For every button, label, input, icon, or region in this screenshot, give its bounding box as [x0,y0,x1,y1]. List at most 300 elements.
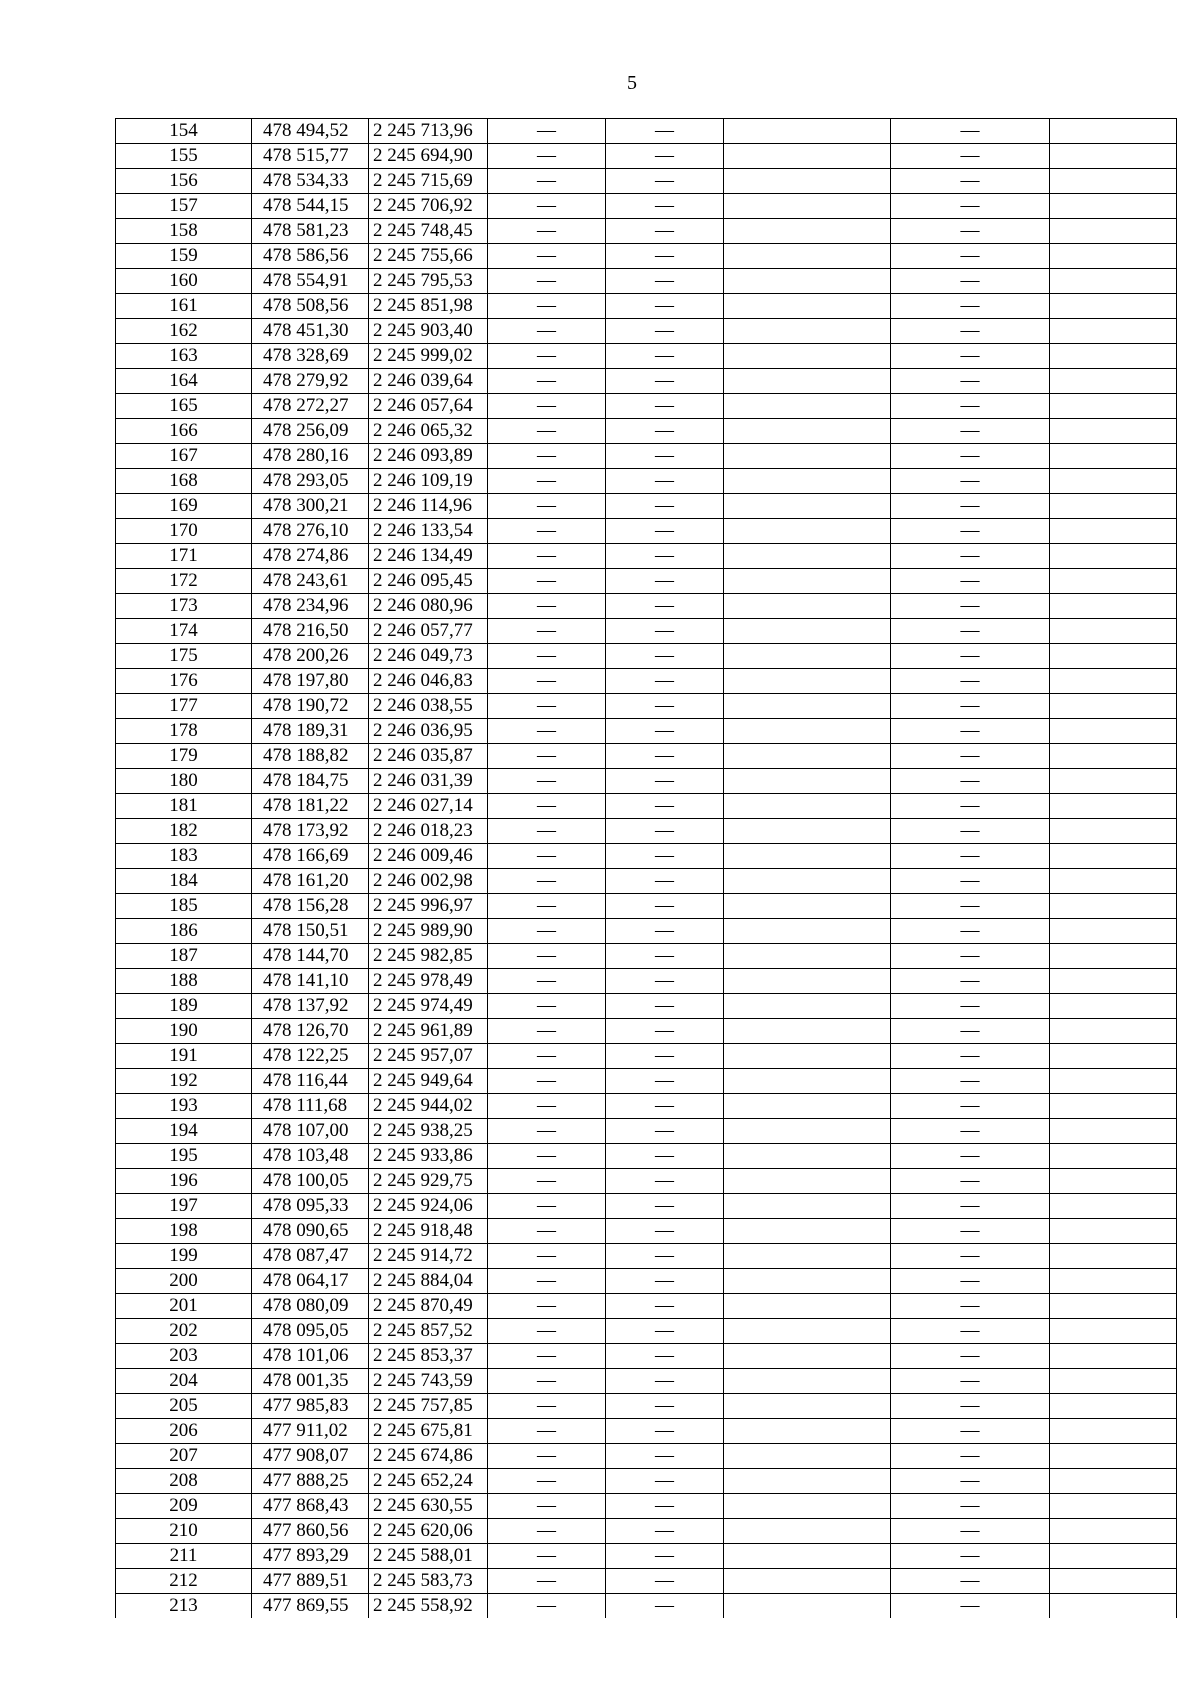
table-row [116,569,1177,594]
dash-cell: — [891,969,1050,994]
empty-cell [1050,1069,1177,1094]
empty-cell [1050,1494,1177,1519]
dash-cell: — [488,1369,606,1394]
empty-cell [724,319,891,344]
dash-cell: — [891,1419,1050,1444]
dash-cell: — [606,1469,724,1494]
point-number-cell: 202 [116,1319,252,1344]
dash-cell: — [606,419,724,444]
y-coordinate-cell: 2 246 038,55 [369,694,488,719]
dash-cell: — [606,319,724,344]
dash-cell: — [606,969,724,994]
empty-cell [1050,894,1177,919]
table-row [116,369,1177,394]
dash-cell: — [488,194,606,219]
table-row [116,844,1177,869]
empty-cell [1050,419,1177,444]
table-row [116,1219,1177,1244]
table-row [116,169,1177,194]
dash-cell: — [891,1444,1050,1469]
x-coordinate-cell: 478 243,61 [252,569,369,594]
dash-cell: — [891,644,1050,669]
empty-cell [724,1319,891,1344]
empty-cell [724,1194,891,1219]
empty-cell [1050,1319,1177,1344]
table-row [116,1244,1177,1269]
dash-cell: — [488,619,606,644]
point-number-cell: 174 [116,619,252,644]
table-row [116,194,1177,219]
dash-cell: — [891,1119,1050,1144]
dash-cell: — [891,1244,1050,1269]
point-number-cell: 190 [116,1019,252,1044]
x-coordinate-cell: 478 116,44 [252,1069,369,1094]
empty-cell [1050,1194,1177,1219]
point-number-cell: 198 [116,1219,252,1244]
dash-cell: — [606,994,724,1019]
dash-cell: — [891,519,1050,544]
x-coordinate-cell: 478 001,35 [252,1369,369,1394]
dash-cell: — [606,294,724,319]
empty-cell [724,994,891,1019]
dash-cell: — [488,594,606,619]
empty-cell [724,494,891,519]
empty-cell [724,1569,891,1594]
dash-cell: — [488,719,606,744]
dash-cell: — [606,1369,724,1394]
dash-cell: — [488,1219,606,1244]
empty-cell [1050,1394,1177,1419]
point-number-cell: 206 [116,1419,252,1444]
x-coordinate-cell: 478 216,50 [252,619,369,644]
dash-cell: — [606,844,724,869]
table-row [116,1269,1177,1294]
dash-cell: — [606,1269,724,1294]
x-coordinate-cell: 478 256,09 [252,419,369,444]
dash-cell: — [606,194,724,219]
empty-cell [1050,519,1177,544]
x-coordinate-cell: 478 144,70 [252,944,369,969]
point-number-cell: 207 [116,1444,252,1469]
y-coordinate-cell: 2 245 694,90 [369,144,488,169]
dash-cell: — [606,794,724,819]
y-coordinate-cell: 2 245 982,85 [369,944,488,969]
dash-cell: — [606,244,724,269]
empty-cell [724,819,891,844]
point-number-cell: 211 [116,1544,252,1569]
y-coordinate-cell: 2 245 743,59 [369,1369,488,1394]
empty-cell [1050,119,1177,144]
x-coordinate-cell: 478 101,06 [252,1344,369,1369]
empty-cell [724,844,891,869]
table-row [116,1319,1177,1344]
empty-cell [1050,969,1177,994]
table-row [116,244,1177,269]
dash-cell: — [891,594,1050,619]
dash-cell: — [891,1169,1050,1194]
dash-cell: — [488,369,606,394]
y-coordinate-cell: 2 245 999,02 [369,344,488,369]
table-row [116,469,1177,494]
coordinates-table-wrapper [115,118,1177,1618]
table-row [116,619,1177,644]
dash-cell: — [891,344,1050,369]
empty-cell [724,1469,891,1494]
empty-cell [1050,719,1177,744]
dash-cell: — [488,1119,606,1144]
point-number-cell: 170 [116,519,252,544]
dash-cell: — [488,1344,606,1369]
x-coordinate-cell: 478 181,22 [252,794,369,819]
x-coordinate-cell: 478 161,20 [252,869,369,894]
x-coordinate-cell: 478 095,33 [252,1194,369,1219]
table-row [116,644,1177,669]
y-coordinate-cell: 2 245 748,45 [369,219,488,244]
y-coordinate-cell: 2 246 114,96 [369,494,488,519]
dash-cell: — [891,369,1050,394]
point-number-cell: 189 [116,994,252,1019]
dash-cell: — [891,1044,1050,1069]
empty-cell [1050,1269,1177,1294]
dash-cell: — [488,944,606,969]
dash-cell: — [488,1419,606,1444]
empty-cell [724,469,891,494]
dash-cell: — [488,1519,606,1544]
dash-cell: — [891,444,1050,469]
dash-cell: — [606,1319,724,1344]
y-coordinate-cell: 2 245 674,86 [369,1444,488,1469]
dash-cell: — [488,769,606,794]
dash-cell: — [606,1119,724,1144]
dash-cell: — [891,1069,1050,1094]
dash-cell: — [606,1594,724,1619]
dash-cell: — [606,1544,724,1569]
dash-cell: — [606,394,724,419]
dash-cell: — [606,1169,724,1194]
y-coordinate-cell: 2 245 853,37 [369,1344,488,1369]
x-coordinate-cell: 478 095,05 [252,1319,369,1344]
dash-cell: — [488,869,606,894]
dash-cell: — [488,1244,606,1269]
x-coordinate-cell: 478 508,56 [252,294,369,319]
point-number-cell: 203 [116,1344,252,1369]
x-coordinate-cell: 478 126,70 [252,1019,369,1044]
empty-cell [724,1219,891,1244]
x-coordinate-cell: 478 173,92 [252,819,369,844]
dash-cell: — [891,994,1050,1019]
dash-cell: — [891,1019,1050,1044]
dash-cell: — [488,319,606,344]
empty-cell [1050,394,1177,419]
empty-cell [1050,794,1177,819]
empty-cell [724,269,891,294]
point-number-cell: 176 [116,669,252,694]
y-coordinate-cell: 2 245 918,48 [369,1219,488,1244]
x-coordinate-cell: 477 985,83 [252,1394,369,1419]
dash-cell: — [891,394,1050,419]
dash-cell: — [488,344,606,369]
dash-cell: — [891,319,1050,344]
table-row [116,1294,1177,1319]
empty-cell [724,1269,891,1294]
x-coordinate-cell: 478 272,27 [252,394,369,419]
table-row [116,669,1177,694]
point-number-cell: 205 [116,1394,252,1419]
table-row [116,1169,1177,1194]
table-row [116,219,1177,244]
dash-cell: — [891,569,1050,594]
table-row [116,394,1177,419]
dash-cell: — [606,444,724,469]
table-row [116,794,1177,819]
point-number-cell: 183 [116,844,252,869]
y-coordinate-cell: 2 245 652,24 [369,1469,488,1494]
empty-cell [1050,1019,1177,1044]
y-coordinate-cell: 2 245 914,72 [369,1244,488,1269]
dash-cell: — [606,1294,724,1319]
x-coordinate-cell: 478 064,17 [252,1269,369,1294]
empty-cell [1050,869,1177,894]
y-coordinate-cell: 2 245 588,01 [369,1544,488,1569]
dash-cell: — [488,144,606,169]
table-row [116,694,1177,719]
dash-cell: — [488,1394,606,1419]
dash-cell: — [488,669,606,694]
x-coordinate-cell: 478 190,72 [252,694,369,719]
dash-cell: — [606,144,724,169]
x-coordinate-cell: 477 888,25 [252,1469,369,1494]
y-coordinate-cell: 2 245 857,52 [369,1319,488,1344]
point-number-cell: 204 [116,1369,252,1394]
empty-cell [724,919,891,944]
empty-cell [724,1594,891,1619]
empty-cell [724,644,891,669]
dash-cell: — [606,1419,724,1444]
empty-cell [724,119,891,144]
dash-cell: — [606,469,724,494]
dash-cell: — [891,269,1050,294]
dash-cell: — [488,494,606,519]
table-row [116,1194,1177,1219]
point-number-cell: 161 [116,294,252,319]
table-row [116,1419,1177,1444]
dash-cell: — [891,869,1050,894]
y-coordinate-cell: 2 246 046,83 [369,669,488,694]
y-coordinate-cell: 2 246 080,96 [369,594,488,619]
empty-cell [1050,669,1177,694]
x-coordinate-cell: 478 141,10 [252,969,369,994]
empty-cell [1050,844,1177,869]
table-row [116,544,1177,569]
empty-cell [724,444,891,469]
empty-cell [724,294,891,319]
empty-cell [724,194,891,219]
x-coordinate-cell: 478 200,26 [252,644,369,669]
table-row [116,1469,1177,1494]
point-number-cell: 193 [116,1094,252,1119]
dash-cell: — [606,719,724,744]
x-coordinate-cell: 478 137,92 [252,994,369,1019]
x-coordinate-cell: 477 908,07 [252,1444,369,1469]
empty-cell [1050,469,1177,494]
table-row [116,1344,1177,1369]
dash-cell: — [606,894,724,919]
dash-cell: — [891,1469,1050,1494]
dash-cell: — [488,244,606,269]
dash-cell: — [606,519,724,544]
empty-cell [1050,344,1177,369]
empty-cell [1050,1244,1177,1269]
y-coordinate-cell: 2 245 706,92 [369,194,488,219]
x-coordinate-cell: 478 279,92 [252,369,369,394]
table-row [116,1394,1177,1419]
dash-cell: — [606,819,724,844]
empty-cell [724,1044,891,1069]
dash-cell: — [606,1219,724,1244]
empty-cell [1050,569,1177,594]
table-row [116,494,1177,519]
empty-cell [724,1519,891,1544]
x-coordinate-cell: 478 280,16 [252,444,369,469]
point-number-cell: 163 [116,344,252,369]
table-row [116,1569,1177,1594]
table-row [116,294,1177,319]
y-coordinate-cell: 2 245 675,81 [369,1419,488,1444]
dash-cell: — [606,1044,724,1069]
table-row [116,869,1177,894]
point-number-cell: 201 [116,1294,252,1319]
table-row [116,944,1177,969]
point-number-cell: 208 [116,1469,252,1494]
empty-cell [724,1144,891,1169]
table-row [116,344,1177,369]
x-coordinate-cell: 478 586,56 [252,244,369,269]
dash-cell: — [606,169,724,194]
empty-cell [1050,744,1177,769]
dash-cell: — [891,1294,1050,1319]
y-coordinate-cell: 2 245 884,04 [369,1269,488,1294]
y-coordinate-cell: 2 245 949,64 [369,1069,488,1094]
y-coordinate-cell: 2 246 057,77 [369,619,488,644]
empty-cell [724,419,891,444]
dash-cell: — [606,1569,724,1594]
table-row [116,1094,1177,1119]
empty-cell [1050,1119,1177,1144]
y-coordinate-cell: 2 246 095,45 [369,569,488,594]
y-coordinate-cell: 2 245 996,97 [369,894,488,919]
empty-cell [724,969,891,994]
point-number-cell: 181 [116,794,252,819]
empty-cell [1050,619,1177,644]
dash-cell: — [606,619,724,644]
dash-cell: — [891,294,1050,319]
dash-cell: — [606,594,724,619]
y-coordinate-cell: 2 246 133,54 [369,519,488,544]
y-coordinate-cell: 2 245 715,69 [369,169,488,194]
dash-cell: — [488,169,606,194]
table-row [116,894,1177,919]
dash-cell: — [606,544,724,569]
empty-cell [724,144,891,169]
y-coordinate-cell: 2 245 944,02 [369,1094,488,1119]
x-coordinate-cell: 478 581,23 [252,219,369,244]
empty-cell [724,394,891,419]
table-row [116,1519,1177,1544]
coordinates-table [115,118,1177,1618]
point-number-cell: 162 [116,319,252,344]
y-coordinate-cell: 2 245 938,25 [369,1119,488,1144]
point-number-cell: 154 [116,119,252,144]
dash-cell: — [891,1394,1050,1419]
dash-cell: — [606,269,724,294]
table-row [116,519,1177,544]
point-number-cell: 160 [116,269,252,294]
dash-cell: — [488,1594,606,1619]
x-coordinate-cell: 478 107,00 [252,1119,369,1144]
empty-cell [1050,994,1177,1019]
y-coordinate-cell: 2 246 065,32 [369,419,488,444]
table-row [116,1119,1177,1144]
dash-cell: — [488,1444,606,1469]
y-coordinate-cell: 2 246 009,46 [369,844,488,869]
dash-cell: — [891,719,1050,744]
empty-cell [1050,1444,1177,1469]
dash-cell: — [488,394,606,419]
point-number-cell: 171 [116,544,252,569]
dash-cell: — [606,744,724,769]
x-coordinate-cell: 477 911,02 [252,1419,369,1444]
dash-cell: — [891,1219,1050,1244]
dash-cell: — [606,1444,724,1469]
dash-cell: — [891,1594,1050,1619]
dash-cell: — [488,269,606,294]
empty-cell [1050,1219,1177,1244]
point-number-cell: 209 [116,1494,252,1519]
empty-cell [724,1169,891,1194]
y-coordinate-cell: 2 246 093,89 [369,444,488,469]
dash-cell: — [606,869,724,894]
dash-cell: — [606,1144,724,1169]
dash-cell: — [891,144,1050,169]
x-coordinate-cell: 477 889,51 [252,1569,369,1594]
dash-cell: — [891,794,1050,819]
dash-cell: — [606,119,724,144]
dash-cell: — [606,1019,724,1044]
x-coordinate-cell: 477 869,55 [252,1594,369,1619]
empty-cell [1050,369,1177,394]
point-number-cell: 175 [116,644,252,669]
dash-cell: — [488,1494,606,1519]
dash-cell: — [891,1144,1050,1169]
y-coordinate-cell: 2 245 903,40 [369,319,488,344]
dash-cell: — [606,1069,724,1094]
dash-cell: — [488,419,606,444]
empty-cell [724,1119,891,1144]
y-coordinate-cell: 2 246 039,64 [369,369,488,394]
dash-cell: — [488,119,606,144]
point-number-cell: 184 [116,869,252,894]
point-number-cell: 197 [116,1194,252,1219]
dash-cell: — [488,1044,606,1069]
y-coordinate-cell: 2 246 018,23 [369,819,488,844]
dash-cell: — [488,1094,606,1119]
empty-cell [724,569,891,594]
empty-cell [1050,294,1177,319]
empty-cell [1050,1044,1177,1069]
dash-cell: — [606,1519,724,1544]
dash-cell: — [488,894,606,919]
empty-cell [724,769,891,794]
